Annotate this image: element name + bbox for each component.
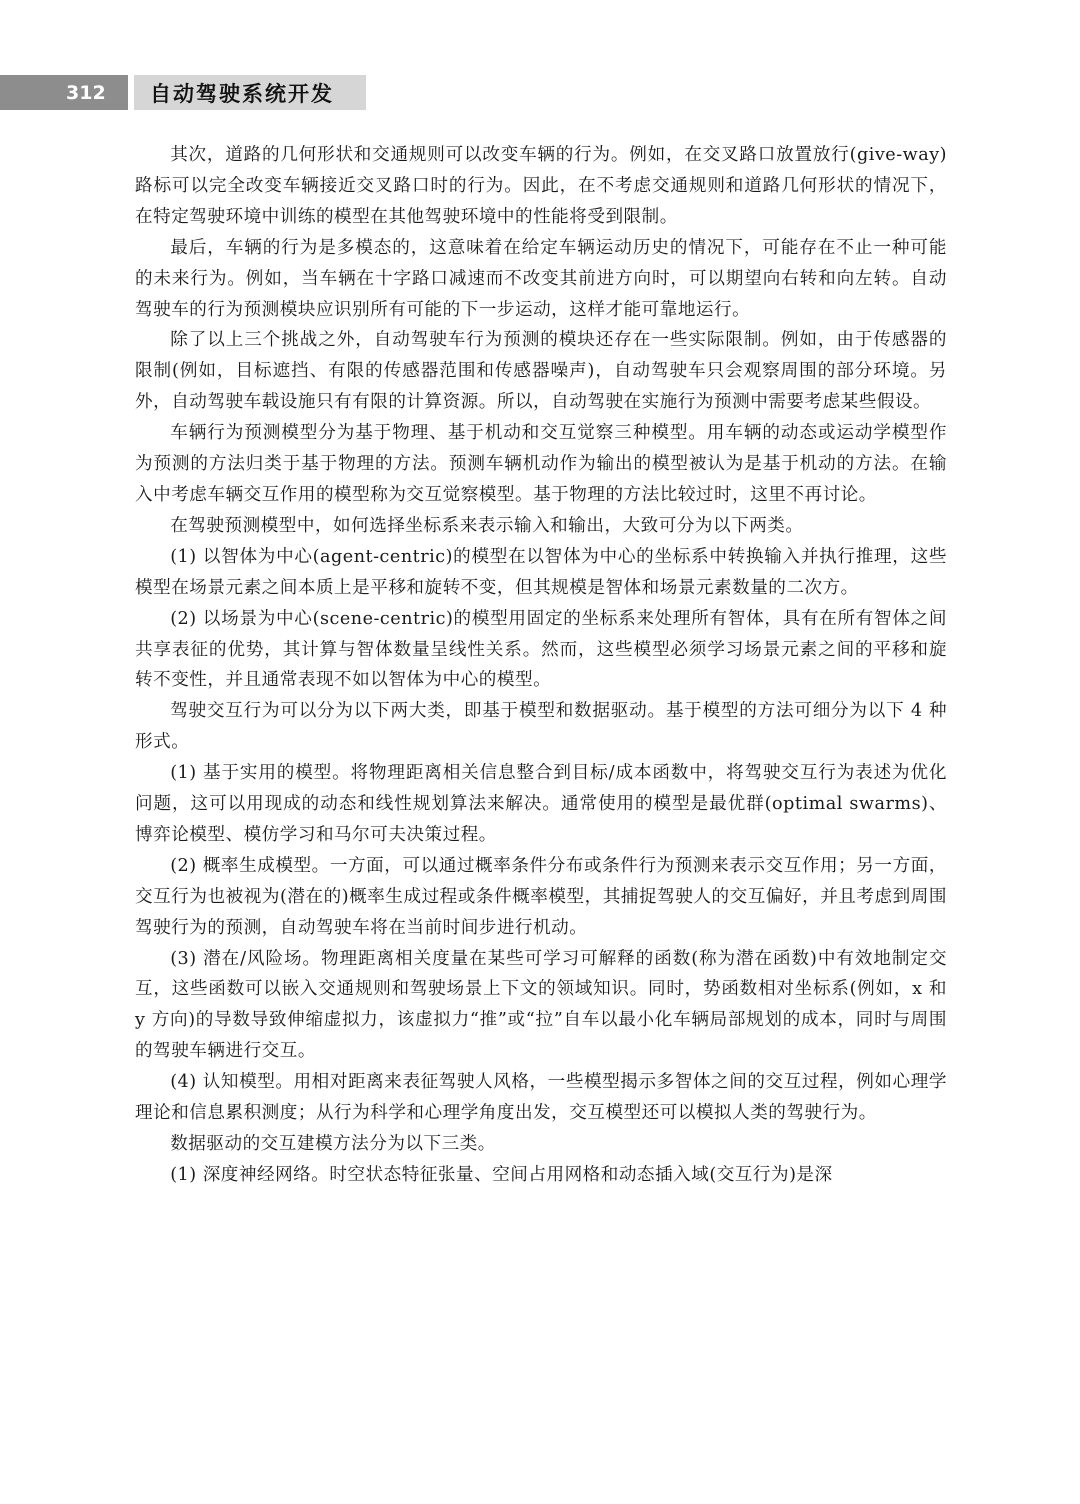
paragraph: (1) 以智体为中心(agent-centric)的模型在以智体为中心的坐标系中转换输入并执行推理，这些模型在场景元素之间本质上是平移和旋转不变，但其规模是智体和场景元素数量的二次方。 [135, 546, 947, 598]
page-number: 312 [0, 75, 128, 110]
paragraph: 车辆行为预测模型分为基于物理、基于机动和交互觉察三种模型。用车辆的动态或运动学模型作为预测的方法归类于基于物理的方法。预测车辆机动作为输出的模型被认为是基于机动的方法。在输入中考虑车辆交互作用的模型称为交互觉察模型。基于物理的方法比较过时，这里不再讨论。 [135, 423, 947, 505]
paragraph: 最后，车辆的行为是多模态的，这意味着在给定车辆运动历史的情况下，可能存在不止一种可能的未来行为。例如，当车辆在十字路口减速而不改变其前进方向时，可以期望向右转和向左转。自动驾驶车的行为预测模块应识别所有可能的下一步运动，这样才能可靠地运行。 [135, 237, 947, 320]
paragraph: 数据驱动的交互建模方法分为以下三类。 [170, 1134, 496, 1154]
book-title: 自动驾驶系统开发 [134, 75, 366, 110]
page-body [135, 140, 947, 1191]
paragraph: (2) 以场景为中心(scene-centric)的模型用固定的坐标系来处理所有智体，具有在所有智体之间共享表征的优势，其计算与智体数量呈线性关系。然而，这些模型必须学习场景元素之间的平移和旋转不变性，并且通常表现不如以智体为中心的模型。 [135, 608, 947, 691]
paragraph: 除了以上三个挑战之外，自动驾驶车行为预测的模块还存在一些实际限制。例如，由于传感器的限制(例如，目标遮挡、有限的传感器范围和传感器噪声)，自动驾驶车只会观察周围的部分环境。另外，自动驾驶车载设施只有有限的计算资源。所以，自动驾驶在实施行为预测中需要考虑某些假设。 [135, 330, 947, 413]
paragraph: 其次，道路的几何形状和交通规则可以改变车辆的行为。例如，在交叉路口放置放行(give-way)路标可以完全改变车辆接近交叉路口时的行为。因此，在不考虑交通规则和道路几何形状的情况下，在特定驾驶环境中训练的模型在其他驾驶环境中的性能将受到限制。 [135, 145, 947, 227]
paragraph: (4) 认知模型。用相对距离来表征驾驶人风格，一些模型揭示多智体之间的交互过程，例如心理学理论和信息累积测度；从行为科学和心理学角度出发，交互模型还可以模拟人类的驾驶行为。 [135, 1072, 947, 1124]
paragraph: (1) 深度神经网络。时空状态特征张量、空间占用网格和动态插入域(交互行为)是深 [170, 1164, 833, 1185]
paragraph: 驾驶交互行为可以分为以下两大类，即基于模型和数据驱动。基于模型的方法可细分为以下 4 种形式。 [135, 701, 947, 753]
paragraph: (1) 基于实用的模型。将物理距离相关信息整合到目标/成本函数中，将驾驶交互行为表述为优化问题，这可以用现成的动态和线性规划算法来解决。通常使用的模型是最优群(optimal swarms)、博弈论模型、模仿学习和马尔可夫决策过程。 [135, 763, 947, 845]
paragraph: (2) 概率生成模型。一方面，可以通过概率条件分布或条件行为预测来表示交互作用；另一方面，交互行为也被视为(潜在的)概率生成过程或条件概率模型，其捕捉驾驶人的交互偏好，并且考虑到周围驾驶行为的预测，自动驾驶车将在当前时间步进行机动。 [135, 855, 947, 938]
paragraph: 在驾驶预测模型中，如何选择坐标系来表示输入和输出，大致可分为以下两类。 [170, 515, 804, 536]
paragraph: (3) 潜在/风险场。物理距离相关度量在某些可学习可解释的函数(称为潜在函数)中有效地制定交互，这些函数可以嵌入交通规则和驾驶场景上下文的领域知识。同时，势函数相对坐标系(例如，x 和 y 方向)的导数导致伸缩虚拟力，该虚拟力“推”或“拉”自车以最小化车辆局部规划的成本，同时与周围的驾驶车辆进行交互。 [135, 948, 947, 1062]
page-header [0, 75, 366, 110]
